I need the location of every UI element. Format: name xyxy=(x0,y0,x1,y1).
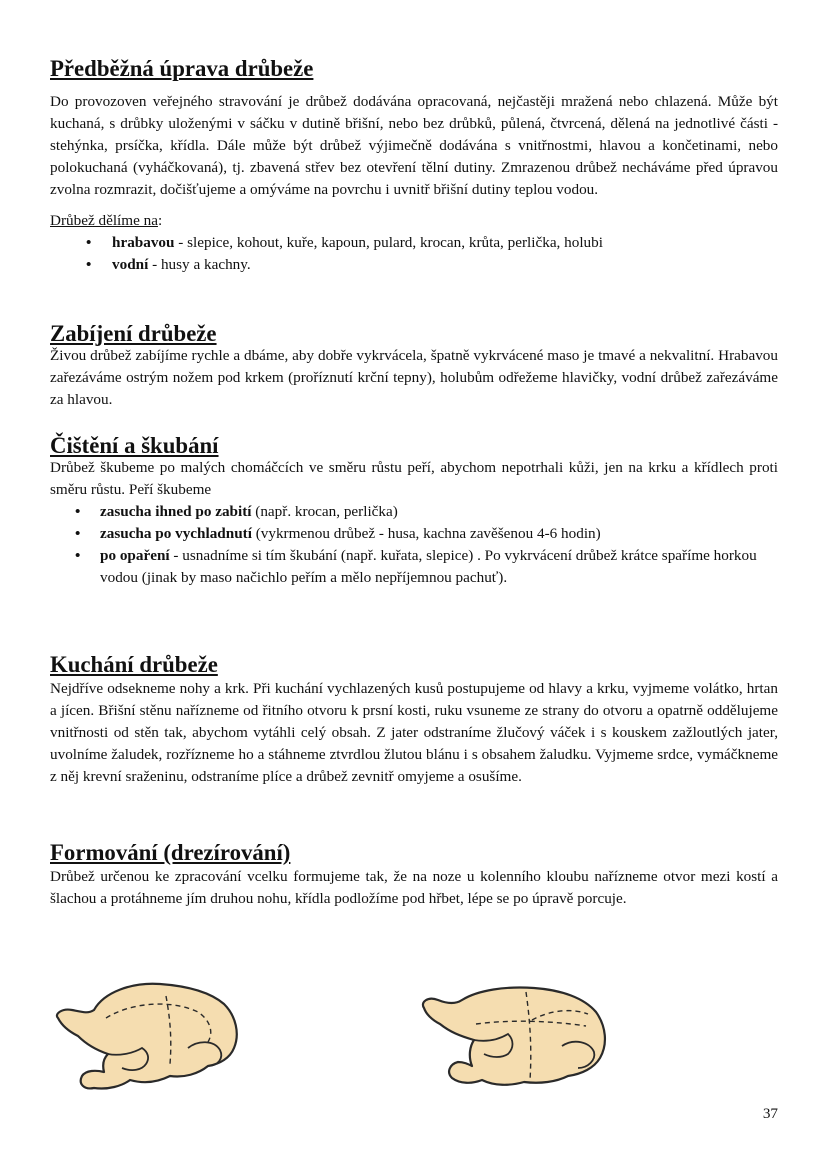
division-line xyxy=(50,210,778,232)
page-number: 37 xyxy=(762,1105,778,1122)
section-title: Formování (drezírování) xyxy=(50,840,291,865)
section-formovani xyxy=(50,842,778,910)
paragraph: Drůbež určenou ke zpracování vcelku formujeme tak, že na noze u kolenního kloubu nařízneme otvor mezi kostí a šlachou a protáhneme jím druhou nohu, křídla podložíme pod hřbet, lépe se po úpravě porcuje. xyxy=(50,868,778,907)
section-cisteni-skubani xyxy=(50,435,778,589)
list-item-text: - usnadníme si tím škubání (např. kuřata, slepice) . Po vykrvácení drůbež krátce spaříme horkou vodou (jinak by maso načichlo peřím a mělo nepříjemnou pachuť). xyxy=(100,547,757,586)
list-item: • zasucha po vychladnutí (vykrmenou drůbež - husa, kachna zavěšenou 4-6 hodin) xyxy=(75,525,601,542)
list-item-text: - slepice, kohout, kuře, kapoun, pulard, krocan, krůta, perlička, holubi xyxy=(174,234,603,251)
trussed-poultry-illustration-1 xyxy=(48,978,244,1094)
poultry-body xyxy=(423,988,605,1085)
poultry-types-list xyxy=(50,232,778,276)
list-item-text: (vykrmenou drůbež - husa, kachna zavěšenou 4-6 hodin) xyxy=(251,525,601,542)
paragraph: Do provozoven veřejného stravování je drůbež dodávána opracovaná, nejčastěji mražená nebo chlazená. Může být kuchaná, s drůbky uloženými v sáčku v dutině břišní, nebo bez drůbků, půlená, čtvrcená, dělená na jednotlivé části - stehýnka, prsíčka, křídla. Dále může být drůbež výjimečně dodávána s vnitřnostmi, hlavou a končetinami, nebo polokuchaná (vyháčkovaná), tj. zbavená střev bez otevření tělní dutiny. Zmrazenou drůbež necháváme před úpravou zvolna rozmrazit, dočišťujeme a omýváme na povrchu i uvnitř břišní dutiny teplou vodou. xyxy=(50,93,778,198)
list-item: • po opaření - usnadníme si tím škubání (např. kuřata, slepice) . Po vykrvácení drůbež krátce spaříme horkou vodou (jinak by maso načichlo peřím a mělo nepříjemnou pachuť). xyxy=(75,547,757,586)
section-title: Zabíjení drůbeže xyxy=(50,321,217,346)
paragraph: Drůbež škubeme po malých chomáčcích ve směru růstu peří, abychom nepotrhali kůži, jen na krku a křídlech proti směru růstu. Peří škubeme xyxy=(50,459,778,498)
section-kuchani xyxy=(50,654,778,788)
list-item: • vodní - husy a kachny. xyxy=(86,256,251,273)
paragraph: Živou drůbež zabíjíme rychle a dbáme, aby dobře vykrvácela, špatně vykrvácené maso je tmavé a nekvalitní. Hrabavou zařezáváme ostrým nožem pod krkem (proříznutí krční tepny), holubům odřežeme hlavičky, vodní drůbež zařezáváme za hlavou. xyxy=(50,347,778,408)
list-item: • hrabavou - slepice, kohout, kuře, kapoun, pulard, krocan, krůta, perlička, holubi xyxy=(86,234,603,251)
division-colon: : xyxy=(157,212,163,229)
list-item-term: zasucha po vychladnutí xyxy=(100,525,252,542)
list-item-text: (např. krocan, perlička) xyxy=(251,503,398,520)
list-item: • zasucha ihned po zabití (např. krocan, perlička) xyxy=(75,503,398,520)
section-zabijeni xyxy=(50,323,778,411)
poultry-body xyxy=(57,984,237,1089)
section-title: Čištění a škubání xyxy=(50,433,219,458)
division-label: Drůbež dělíme na xyxy=(50,212,158,229)
list-item-term: po opaření xyxy=(100,547,170,564)
plucking-methods-list xyxy=(50,501,778,589)
trussed-poultry-illustration-2 xyxy=(416,980,612,1092)
list-item-text: - husy a kachny. xyxy=(148,256,251,273)
list-item-term: hrabavou xyxy=(112,234,175,251)
paragraph: Nejdříve odsekneme nohy a krk. Při kuchání vychlazených kusů postupujeme od hlavy a krku, vyjmeme volátko, hrtan a jícen. Břišní stěnu nařízneme od řitního otvoru k prsní kosti, ruku vsuneme ze strany do otvoru a opatrně oddělujeme vnitřnosti od stěn tak, abychom vytáhli celý obsah. Z jater odstraníme žlučový váček i s kouskem zažloutlých jater, uvolníme žaludek, rozřízneme ho a stáhneme ztvrdlou žlutou blánu i s obsahem žaludku. Vyjmeme srdce, vymáčkneme z něj krevní sraženinu, odstraníme plíce a drůbež zevnitř omyjeme a osušíme. xyxy=(50,680,778,785)
list-item-term: vodní xyxy=(112,256,149,273)
section-predbezna-uprava xyxy=(50,58,778,276)
section-title: Kuchání drůbeže xyxy=(50,652,218,677)
section-title: Předběžná úprava drůbeže xyxy=(50,56,314,81)
list-item-term: zasucha ihned po zabití xyxy=(100,503,252,520)
